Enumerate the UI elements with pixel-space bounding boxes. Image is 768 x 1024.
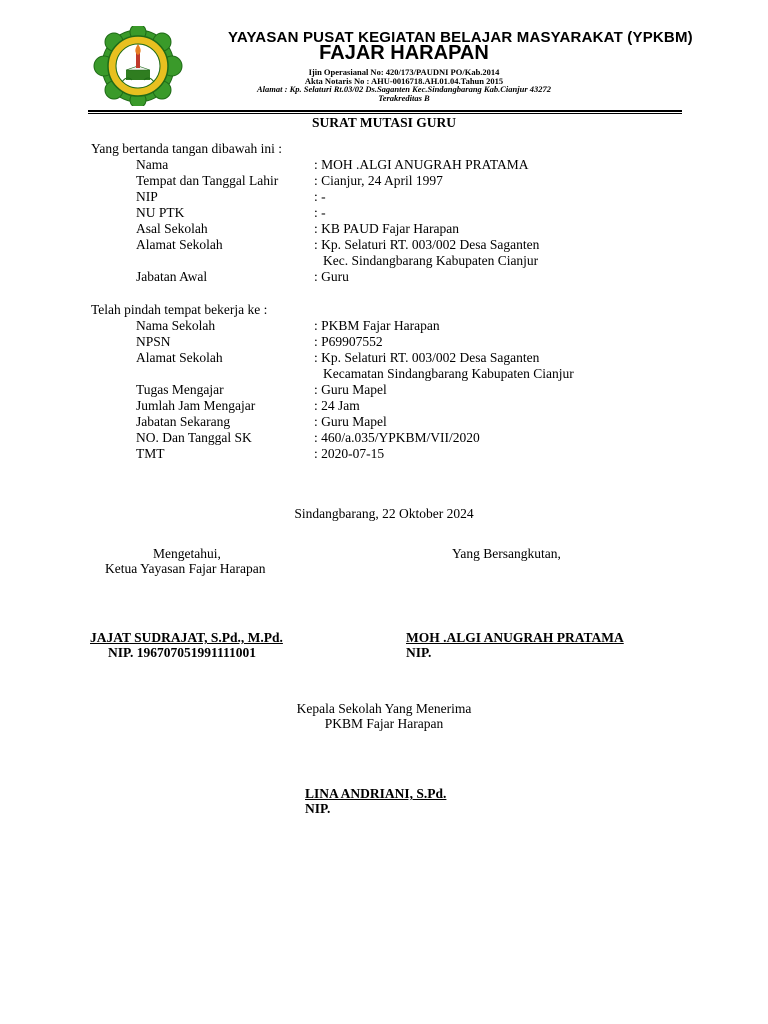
notary-number: Akta Notaris No : AHU-0016718.AH.01.04.Tahun 2015 xyxy=(304,76,504,86)
field-value: : Cianjur, 24 April 1997 xyxy=(314,173,443,188)
bottom-sign-school: PKBM Fajar Harapan xyxy=(324,716,444,731)
bottom-signatory-nip: NIP. xyxy=(305,801,331,816)
field-value: : PKBM Fajar Harapan xyxy=(314,318,440,333)
field-value: : Guru Mapel xyxy=(314,414,387,429)
right-signatory-nip: NIP. xyxy=(406,645,432,660)
bottom-sign-role: Kepala Sekolah Yang Menerima xyxy=(296,701,472,716)
field-label: Alamat Sekolah xyxy=(136,237,223,252)
intro-text: Yang bertanda tangan dibawah ini : xyxy=(91,141,282,156)
bottom-signatory-name: LINA ANDRIANI, S.Pd. xyxy=(305,786,447,801)
transfer-intro: Telah pindah tempat bekerja ke : xyxy=(91,302,268,317)
field-value: : 2020-07-15 xyxy=(314,446,385,461)
left-signatory-name: JAJAT SUDRAJAT, S.Pd., M.Pd. xyxy=(90,630,283,645)
field-label: TMT xyxy=(136,446,165,461)
left-sign-role: Ketua Yayasan Fajar Harapan xyxy=(105,561,266,576)
field-value: : Kp. Selaturi RT. 003/002 Desa Saganten xyxy=(314,237,540,252)
right-sign-heading: Yang Bersangkutan, xyxy=(452,546,561,561)
field-label: NIP xyxy=(136,189,158,204)
header-divider xyxy=(88,110,682,112)
field-label: Nama xyxy=(136,157,169,172)
field-value: : Guru xyxy=(314,269,349,284)
field-label: Tempat dan Tanggal Lahir xyxy=(136,173,279,188)
left-sign-heading: Mengetahui, xyxy=(153,546,221,561)
institution-name: FAJAR HARAPAN xyxy=(319,42,489,64)
field-value: : MOH .ALGI ANUGRAH PRATAMA xyxy=(314,157,529,172)
field-label: Asal Sekolah xyxy=(136,221,208,236)
field-value: : 460/a.035/YPKBM/VII/2020 xyxy=(314,430,480,445)
left-signatory-nip: NIP. 196707051991111001 xyxy=(108,645,257,660)
field-label: Jumlah Jam Mengajar xyxy=(136,398,256,413)
field-value-continued: Kec. Sindangbarang Kabupaten Cianjur xyxy=(323,253,539,268)
field-label: NPSN xyxy=(136,334,171,349)
letter-title: SURAT MUTASI GURU xyxy=(311,115,457,130)
field-value: : KB PAUD Fajar Harapan xyxy=(314,221,459,236)
right-signatory-name: MOH .ALGI ANUGRAH PRATAMA xyxy=(406,630,624,645)
field-value: : P69907552 xyxy=(314,334,383,349)
field-label: Alamat Sekolah xyxy=(136,350,223,365)
field-label: NU PTK xyxy=(136,205,185,220)
field-value: : 24 Jam xyxy=(314,398,360,413)
field-value: : Guru Mapel xyxy=(314,382,387,397)
field-label: Jabatan Sekarang xyxy=(136,414,231,429)
header-divider-thin xyxy=(88,113,682,114)
field-label: Nama Sekolah xyxy=(136,318,216,333)
place-date: Sindangbarang, 22 Oktober 2024 xyxy=(294,506,474,521)
institution-address: Alamat : Kp. Selaturi Rt.03/02 Ds.Saganten Kec.Sindangbarang Kab.Cianjur 43272 xyxy=(256,84,552,94)
field-value: : - xyxy=(314,205,326,220)
permit-number: Ijin Operasianal No: 420/173/PAUDNI PO/Kab.2014 xyxy=(308,67,500,77)
field-label: NO. Dan Tanggal SK xyxy=(136,430,252,445)
field-value: : - xyxy=(314,189,326,204)
field-value-continued: Kecamatan Sindangbarang Kabupaten Cianjur xyxy=(323,366,574,381)
field-label: Jabatan Awal xyxy=(136,269,208,284)
field-label: Tugas Mengajar xyxy=(136,382,224,397)
foundation-name: YAYASAN PUSAT KEGIATAN BELAJAR MASYARAKAT (YPKBM) xyxy=(228,29,693,46)
accreditation: Terakreditas B xyxy=(378,93,430,103)
field-value: : Kp. Selaturi RT. 003/002 Desa Saganten xyxy=(314,350,540,365)
